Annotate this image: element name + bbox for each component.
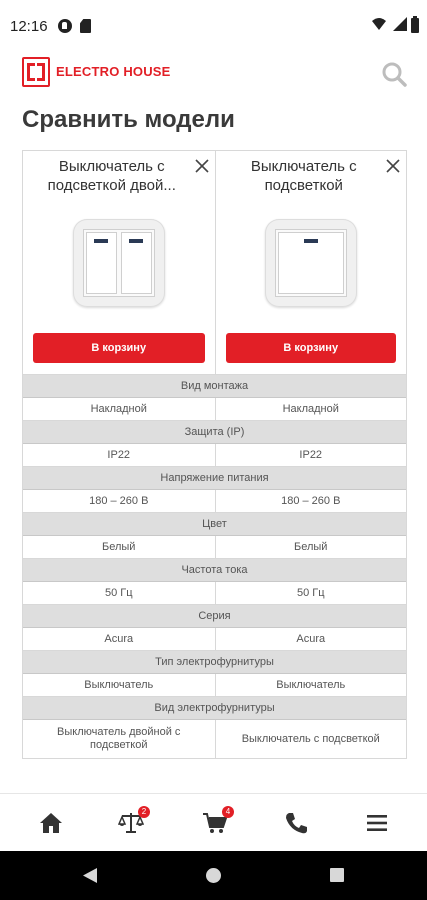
close-icon[interactable] bbox=[386, 159, 400, 173]
page-title: Сравнить модели bbox=[22, 106, 235, 133]
attribute-value: Выключатель с подсветкой bbox=[215, 720, 407, 758]
attribute-value: IP22 bbox=[215, 444, 407, 466]
attribute-values bbox=[23, 398, 406, 421]
attribute-header: Тип электрофурнитуры bbox=[23, 651, 406, 674]
compare-table bbox=[22, 150, 407, 759]
attribute-header: Напряжение питания bbox=[23, 467, 406, 490]
product-image[interactable] bbox=[265, 219, 357, 307]
search-icon[interactable] bbox=[380, 60, 408, 88]
menu-icon[interactable] bbox=[364, 810, 390, 836]
attribute-header: Частота тока bbox=[23, 559, 406, 582]
close-icon[interactable] bbox=[195, 159, 209, 173]
attribute-values bbox=[23, 628, 406, 651]
product-name[interactable]: Выключатель с подсветкой двой... bbox=[47, 158, 176, 194]
switch-key bbox=[86, 232, 117, 294]
app-header bbox=[0, 52, 427, 94]
cart-badge: 4 bbox=[222, 806, 234, 818]
attribute-values bbox=[23, 674, 406, 697]
attribute-value: Накладной bbox=[215, 398, 407, 420]
add-to-cart-button[interactable]: В корзину bbox=[226, 333, 397, 363]
attribute-value: IP22 bbox=[107, 448, 131, 461]
add-to-cart-button[interactable]: В корзину bbox=[33, 333, 205, 363]
home-icon[interactable] bbox=[38, 810, 64, 836]
attribute-value: Выключатель bbox=[215, 674, 407, 696]
attribute-header: Вид монтажа bbox=[23, 375, 406, 398]
battery-icon bbox=[411, 18, 419, 33]
recent-apps-icon[interactable] bbox=[330, 868, 344, 882]
product-name[interactable]: Выключатель с подсветкой bbox=[250, 158, 357, 194]
product-card bbox=[215, 151, 407, 374]
attribute-value: Белый bbox=[102, 540, 136, 553]
attribute-header: Цвет bbox=[23, 513, 406, 536]
switch-key bbox=[121, 232, 152, 294]
brand-logo-icon[interactable] bbox=[22, 57, 50, 87]
attribute-value: Выключатель bbox=[84, 678, 154, 691]
cart-nav-item[interactable] bbox=[202, 807, 231, 836]
attribute-header: Серия bbox=[23, 605, 406, 628]
attribute-values bbox=[23, 582, 406, 605]
compare-nav-item[interactable] bbox=[118, 807, 147, 836]
product-card bbox=[23, 151, 215, 374]
attribute-value: 180 – 260 В bbox=[89, 494, 149, 507]
status-bar bbox=[0, 0, 427, 52]
attribute-value: Выключатель двойной с подсветкой bbox=[57, 726, 181, 751]
system-nav-bar bbox=[0, 851, 427, 900]
attribute-value: 180 – 260 В bbox=[215, 490, 407, 512]
attribute-value: Acura bbox=[104, 632, 134, 645]
status-time: 12:16 bbox=[10, 18, 48, 35]
signal-icon bbox=[392, 16, 408, 32]
attribute-values bbox=[23, 444, 406, 467]
attribute-value: Acura bbox=[215, 628, 407, 650]
attribute-values bbox=[23, 490, 406, 513]
phone-icon[interactable] bbox=[283, 810, 309, 836]
product-image[interactable] bbox=[73, 219, 165, 307]
sd-card-icon bbox=[80, 19, 91, 33]
attribute-value: 50 Гц bbox=[215, 582, 407, 604]
attribute-header: Вид электрофурнитуры bbox=[23, 697, 406, 720]
bottom-nav bbox=[0, 793, 427, 851]
wifi-icon bbox=[371, 16, 387, 32]
notification-icon bbox=[58, 19, 72, 33]
compare-badge: 2 bbox=[138, 806, 150, 818]
attribute-values bbox=[23, 536, 406, 559]
brand-name[interactable]: ELECTRO HOUSE bbox=[56, 64, 171, 79]
attribute-value: Белый bbox=[215, 536, 407, 558]
attribute-values bbox=[23, 720, 406, 758]
attribute-value: Накладной bbox=[90, 402, 147, 415]
attribute-header: Защита (IP) bbox=[23, 421, 406, 444]
switch-key bbox=[278, 232, 344, 294]
attribute-value: 50 Гц bbox=[104, 586, 133, 599]
home-circle-icon[interactable] bbox=[206, 868, 221, 883]
back-icon[interactable] bbox=[82, 867, 98, 884]
products-row bbox=[23, 151, 406, 375]
